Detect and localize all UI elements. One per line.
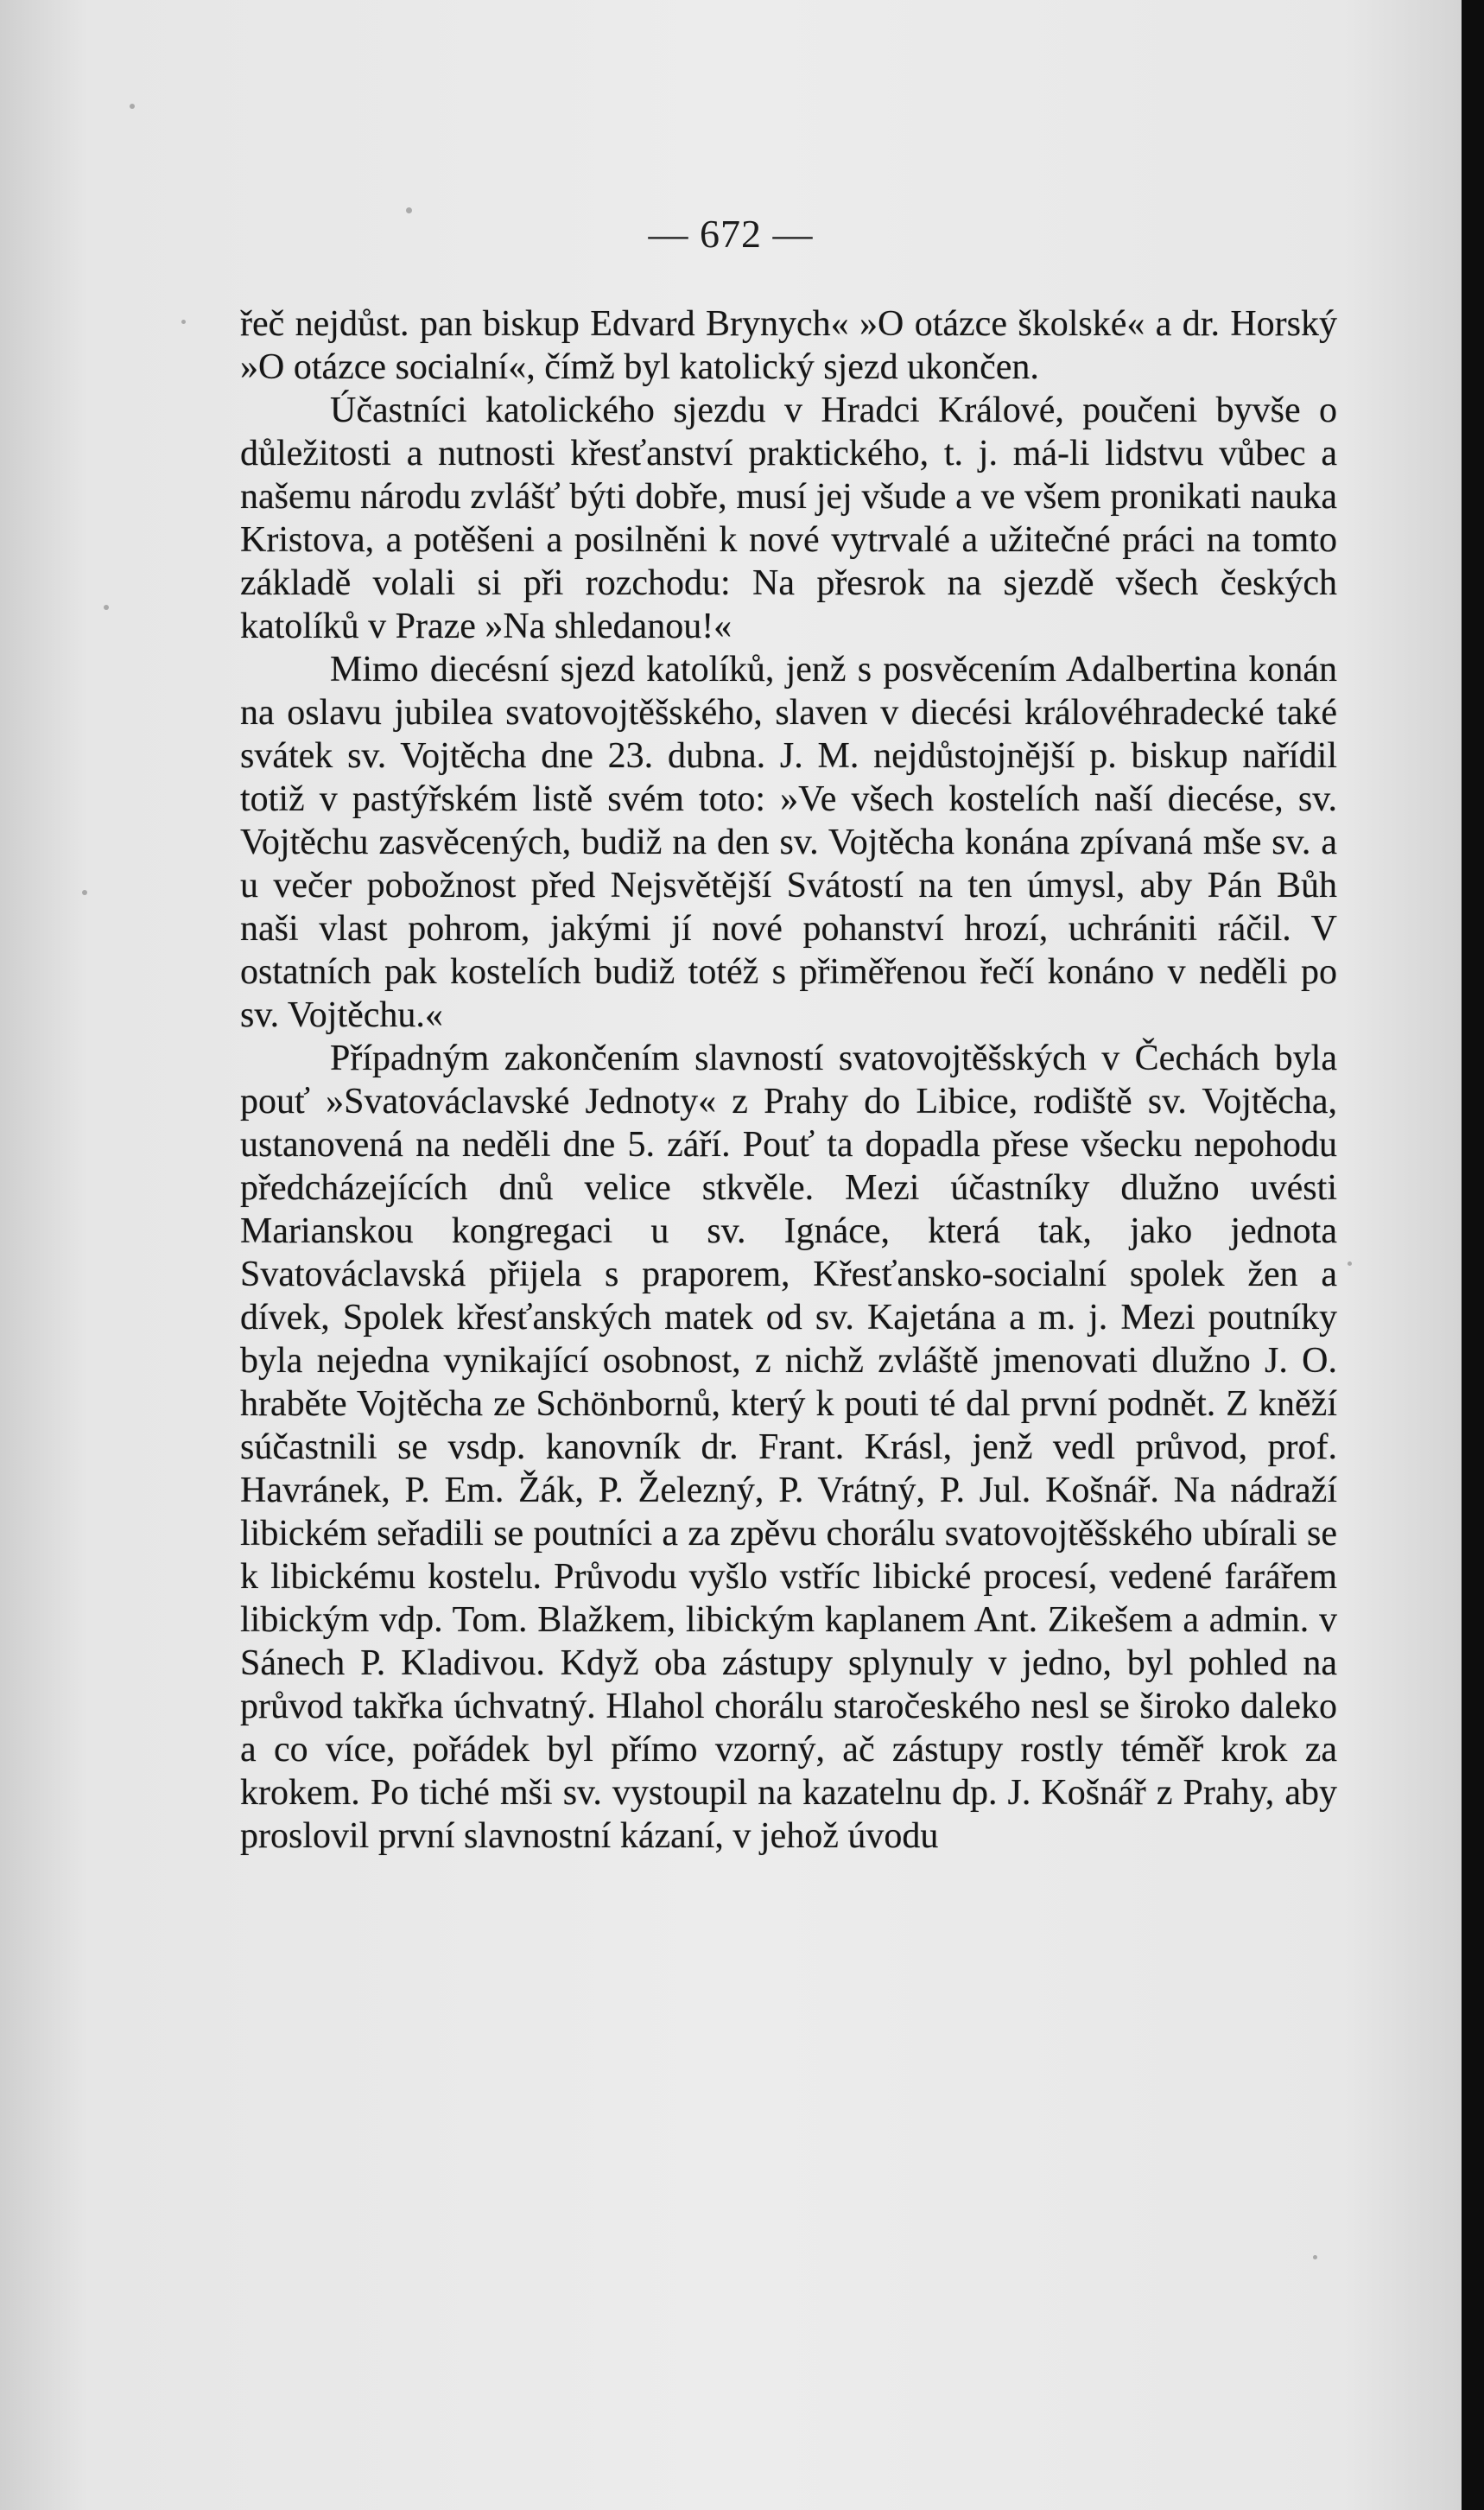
page-number: — 672 —	[648, 212, 814, 256]
scan-speck	[1348, 1261, 1352, 1266]
scan-speck	[130, 104, 135, 109]
scan-edge-shadow	[1462, 0, 1484, 2510]
scan-speck	[1313, 2255, 1317, 2259]
paragraph: Případným zakončením slavností svatovojtěšských v Čechách byla pouť »Svatováclavské Jednoty« z Prahy do Libice, rodiště sv. Vojtěcha, ustanovená na neděli dne 5. září. Pouť ta dopadla přese všecku nepohodu předcházejících dnů velice stkvěle. Mezi účastníky dlužno uvésti Marianskou kongregaci u sv. Ignáce, která tak, jako jednota Svatováclavská přijela s praporem, Křesťansko-socialní spolek žen a dívek, Spolek křesťanských matek od sv. Kajetána a m. j. Mezi poutníky byla nejedna vynikající osobnost, z nichž zvláště jmenovati dlužno J. O. hraběte Vojtěcha ze Schönbornů, který k pouti té dal první podnět. Z kněží súčastnili se vsdp. kanovník dr. Frant. Krásl, jenž vedl průvod, prof. Havránek, P. Em. Žák, P. Železný, P. Vrátný, P. Jul. Košnář. Na nádraží libickém seřadili se poutníci a za zpěvu chorálu svatovojtěšského ubírali se k libickému kostelu. Průvodu vyšlo vstříc libické procesí, vedené farářem libickým vdp. Tom. Blažkem, libickým kaplanem Ant. Zikešem a admin. v Sánech P. Kladivou. Když oba zástupy splynuly v jedno, byl pohled na průvod takřka úchvatný. Hlahol chorálu staročeského nesl se široko daleko a co více, pořádek byl přímo vzorný, ač zástupy rostly téměř krok za krokem. Po tiché mši sv. vystoupil na kazatelnu dp. J. Košnář z Prahy, aby proslovil první slavnostní kázaní, v jehož úvodu	[240, 1039, 1337, 1856]
paragraph: Mimo diecésní sjezd katolíků, jenž s posvěcením Adalbertina konán na oslavu jubilea svatovojtěšského, slaven v diecési královéhradecké také svátek sv. Vojtěcha dne 23. dubna. J. M. nejdůstojnější p. biskup nařídil totiž v pastýřském listě svém toto: »Ve všech kostelích naší diecése, sv. Vojtěchu zasvěcených, budiž na den sv. Vojtěcha konána zpívaná mše sv. a u večer pobožnost před Nejsvětější Svátostí na ten úmysl, aby Pán Bůh naši vlast pohrom, jakými jí nové pohanství hrozí, uchrániti ráčil. V ostatních pak kostelích budiž totéž s přiměřenou řečí konáno v neděli po sv. Vojtěchu.«	[240, 650, 1337, 1035]
scan-speck	[82, 890, 87, 895]
paragraph: řeč nejdůst. pan biskup Edvard Brynych« »O otázce školské« a dr. Horský »O otázce socialní«, čímž byl katolický sjezd ukončen.	[240, 304, 1337, 387]
scan-speck	[181, 320, 186, 324]
scan-speck	[104, 605, 109, 610]
body-text	[240, 302, 1337, 1858]
paragraph: Účastníci katolického sjezdu v Hradci Králové, poučeni byvše o důležitosti a nutnosti křesťanství praktického, t. j. má-li lidstvu vůbec a našemu národu zvlášť býti dobře, musí jej všude a ve všem pronikati nauka Kristova, a potěšeni a posilněni k nové vytrvalé a užitečné práci na tomto základě volali si při rozchodu: Na přesrok na sjezdě všech českých katolíků v Praze »Na shledanou!«	[240, 391, 1337, 646]
